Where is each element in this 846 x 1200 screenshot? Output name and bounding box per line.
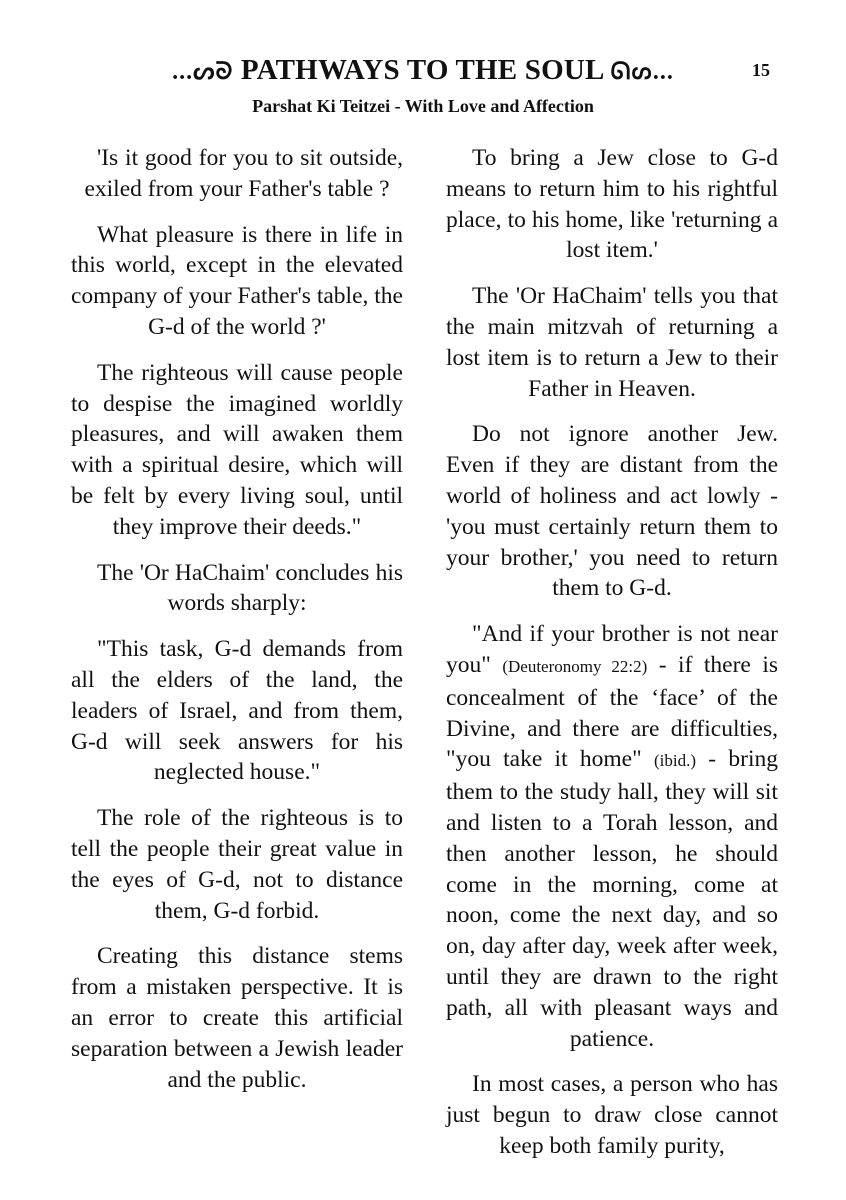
- page-number: 15: [752, 60, 770, 80]
- left-column: [71, 143, 403, 1110]
- paragraph: In most cases, a person who has just begun to draw close cannot keep both family purity,: [446, 1071, 778, 1159]
- book-title: PATHWAYS TO THE SOUL: [240, 54, 603, 86]
- paragraph: What pleasure is there in life in this world, except in the elevated company of your Father's table, the G-d of the world ?': [71, 221, 403, 340]
- paragraph: Do not ignore another Jew. Even if they are distant from the world of holiness and act lowly - 'you must certainly return them to your brother,' you need to return them to G-d.: [446, 421, 778, 602]
- paragraph: "This task, G-d demands from all the elders of the land, the leaders of Israel, and from them, G-d will seek answers for his neglected house.": [71, 636, 403, 786]
- paragraph-with-citations: [446, 619, 778, 1054]
- right-column: [446, 143, 778, 1177]
- paragraph: The righteous will cause people to despise the imagined worldly pleasures, and will awaken them with a spiritual desire, which will be felt by every living soul, until they improve their deeds.": [71, 359, 403, 540]
- paragraph-text: - bring them to the study hall, they will sit and listen to a Torah lesson, and then another lesson, he should come in the morning, come at noon, come the next day, and so on, day after day, week after week, until they are drawn to the right path, all with pleasant ways and patience.: [446, 746, 778, 1052]
- paragraph: 'Is it good for you to sit outside, exiled from your Father's table ?: [84, 145, 403, 202]
- paragraph-text: - if there is concealment of the ‘face’ of the Divine, and there are difficulties, "you take it home": [446, 651, 779, 773]
- paragraph: The role of the righteous is to tell the people their great value in the eyes of G-d, not to distance them, G-d forbid.: [71, 805, 403, 924]
- paragraph: Creating this distance stems from a mistaken perspective. It is an error to create this artificial separation between a Jewish leader and the public.: [71, 943, 403, 1093]
- citation: (Deuteronomy 22:2): [502, 656, 648, 676]
- paragraph: To bring a Jew close to G-d means to return him to his rightful place, to his home, like 'returning a lost item.': [446, 145, 778, 264]
- quote-text: "And if your brother is not near you": [446, 621, 778, 678]
- paragraph: The 'Or HaChaim' concludes his words sharply:: [97, 559, 403, 617]
- ornament-right: ᘏᔕ...: [610, 59, 674, 85]
- running-header: [0, 52, 846, 88]
- ornament-left: ...ᔕᘐ: [172, 59, 234, 85]
- paragraph: The 'Or HaChaim' tells you that the main mitzvah of returning a lost item is to return a Jew to their Father in Heaven.: [446, 283, 778, 402]
- chapter-subtitle: Parshat Ki Teitzei - With Love and Affection: [252, 96, 594, 116]
- citation: (ibid.): [653, 751, 696, 771]
